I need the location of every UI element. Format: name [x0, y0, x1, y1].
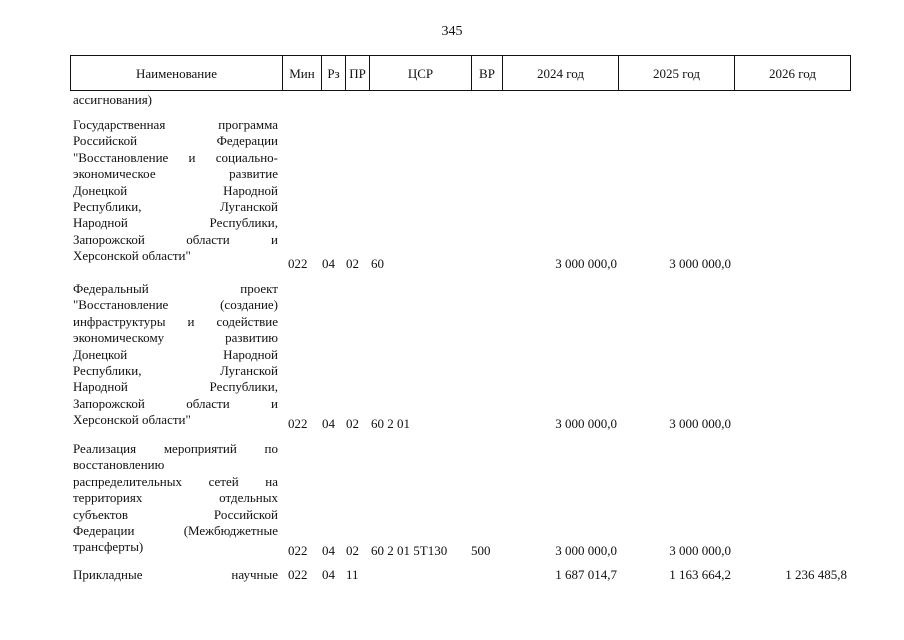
row-4-name	[73, 567, 278, 583]
row-1-name-line: Государственная программа	[73, 117, 278, 132]
row-1-csr: 60	[371, 256, 384, 271]
header-2025: 2025 год	[619, 56, 735, 91]
row-3-min: 022	[288, 543, 308, 558]
row-2-pr: 02	[346, 416, 359, 431]
row-4-2026: 1 236 485,8	[785, 567, 847, 582]
row-1-pr: 02	[346, 256, 359, 271]
row-1-name-line: экономическое развитие	[73, 166, 278, 182]
row-4-pr: 11	[346, 567, 359, 582]
header-csr: ЦСР	[370, 56, 472, 91]
row-3-name-line: распределительных сетей на	[73, 473, 278, 489]
row-4-2024: 1 687 014,7	[555, 567, 617, 582]
row-2-rz: 04	[322, 416, 335, 431]
row-3-name	[73, 441, 278, 556]
header-vr: ВР	[472, 56, 503, 91]
row-3-csr: 60 2 01 5Т130	[371, 543, 448, 558]
row-3-name-line: субъектов Российской	[73, 506, 278, 522]
row-3-name-line: восстановлению	[73, 457, 165, 473]
row-3-name-line: территориях отдельных	[73, 490, 278, 506]
row-3-2025: 3 000 000,0	[669, 543, 731, 558]
page-number: 345	[441, 24, 463, 39]
row-1-rz: 04	[322, 256, 335, 271]
row-1-name-line: Народной Республики,	[73, 215, 278, 231]
row-4-min: 022	[288, 567, 308, 582]
row-1-name-line: Запорожской области и	[73, 231, 278, 247]
row-1-min: 022	[288, 256, 308, 271]
row-2-name-line: "Восстановление (создание)	[73, 297, 278, 313]
row-2-csr: 60 2 01	[371, 416, 410, 431]
row-4-rz: 04	[322, 567, 335, 582]
row-2-2025: 3 000 000,0	[669, 416, 731, 431]
header-min: Мин	[283, 56, 322, 91]
header-rz: Рз	[322, 56, 346, 91]
row-4-name-line: Прикладные научные	[73, 567, 278, 582]
row-3-name-line: трансферты)	[73, 539, 144, 555]
row-1-name-line: Херсонской области"	[73, 248, 191, 264]
row-2-name	[73, 281, 278, 429]
row-4-2025: 1 163 664,2	[669, 567, 731, 582]
header-name: Наименование	[71, 56, 283, 91]
table-header	[70, 55, 851, 91]
row-2-name-line: инфраструктуры и содействие	[73, 313, 278, 329]
row-0-name	[73, 92, 278, 108]
row-1-name-line: Российской Федерации	[73, 133, 278, 149]
header-2024: 2024 год	[503, 56, 619, 91]
row-3-rz: 04	[322, 543, 335, 558]
row-1-name-line: Донецкой Народной	[73, 182, 278, 198]
row-2-2024: 3 000 000,0	[555, 416, 617, 431]
row-1-name-line: "Восстановление и социально-	[73, 149, 278, 165]
row-3-name-line: Реализация мероприятий по	[73, 441, 278, 456]
row-2-name-line: Запорожской области и	[73, 395, 278, 411]
row-3-pr: 02	[346, 543, 359, 558]
row-3-name-line: Федерации (Межбюджетные	[73, 523, 278, 539]
row-2-name-line: Республики, Луганской	[73, 363, 278, 379]
row-1-2025: 3 000 000,0	[669, 256, 731, 271]
row-3-vr: 500	[471, 543, 491, 558]
row-1-2024: 3 000 000,0	[555, 256, 617, 271]
row-2-name-line: Федеральный проект	[73, 281, 278, 296]
header-2026: 2026 год	[735, 56, 851, 91]
row-1-name	[73, 117, 278, 265]
row-1-name-line: Республики, Луганской	[73, 199, 278, 215]
row-2-min: 022	[288, 416, 308, 431]
row-3-2024: 3 000 000,0	[555, 543, 617, 558]
row-0-name-line: ассигнования)	[73, 92, 153, 107]
row-2-name-line: Донецкой Народной	[73, 346, 278, 362]
header-pr: ПР	[346, 56, 370, 91]
row-2-name-line: Херсонской области"	[73, 412, 191, 428]
row-2-name-line: Народной Республики,	[73, 379, 278, 395]
row-2-name-line: экономическому развитию	[73, 330, 278, 346]
